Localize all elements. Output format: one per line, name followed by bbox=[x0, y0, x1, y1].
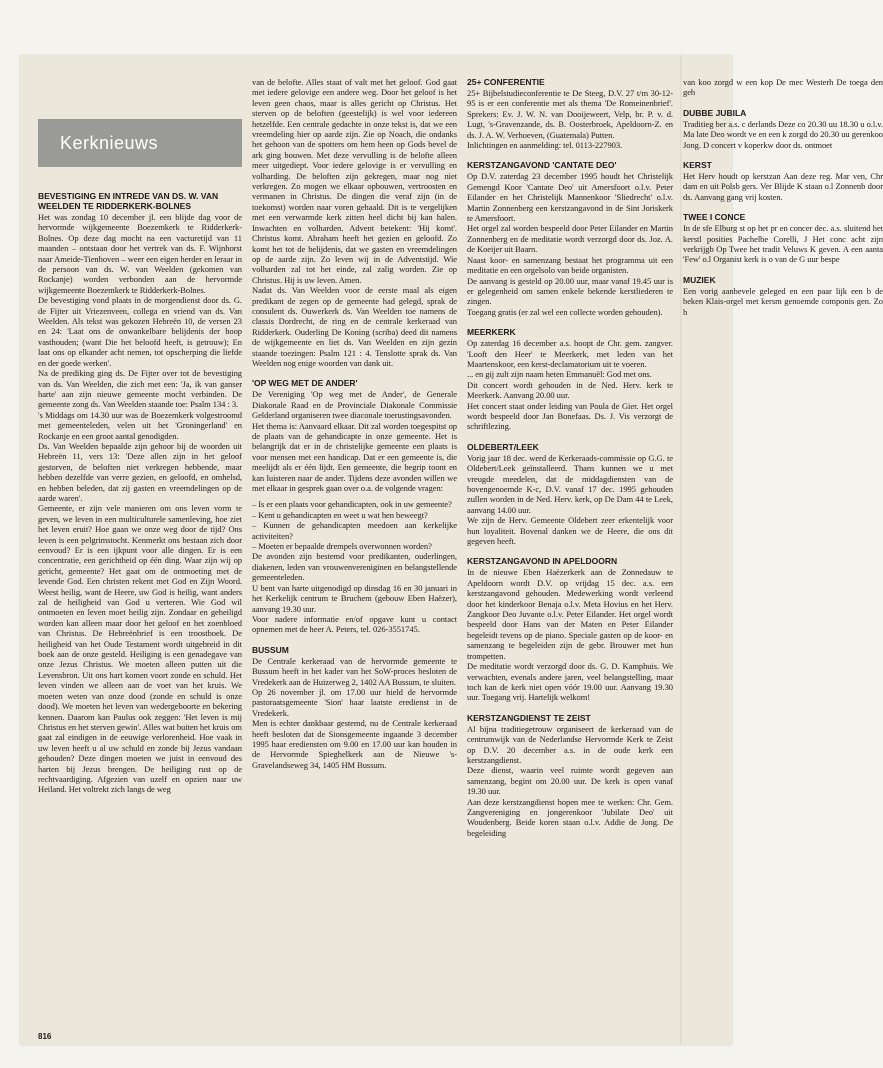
article-heading-op-weg: 'OP WEG MET DE ANDER' bbox=[252, 378, 358, 389]
newspaper-page bbox=[20, 55, 883, 1045]
article-paragraph: De meditatie wordt verzorgd door ds. G. D. Kamphuis. We verwachten, evenals andere jaren, veel belangstelling, maar toch kan de kerk niet open vóór 19.00 uur. Aanvang 19.30 uur. Toegang vrij. Hartelijk welkom! bbox=[467, 661, 673, 703]
article-paragraph: De aanvang is gesteld op 20.00 uur, maar vanaf 19.45 uur is er gelegenheid om samen enkele bekende kerstliederen te zingen. bbox=[467, 275, 673, 307]
article-heading-conferentie: 25+ CONFERENTIE bbox=[467, 77, 545, 87]
article-paragraph: Gemeente, er zijn vele manieren om ons leven vorm te geven, we leven in een multiculturele samenleving, hoe ziet het leven eruit? Hoe gaan we onze weg door de tijd? Ons leven is een pelgrimstocht. Kenmerkt ons bestaan zich door eenvoud? Er is een ijkpunt voor alle dingen. Er is een concentratie, een gerichtheid op één ding. Waar zijn wij op gericht, gemeente? Het gaat om de ontmoeting met de levende God. Een christen rekent met God en Zijn Woord. Weest heilig, want de Heere, uw God is heilig, want anders zal de heiligheid van God u verteren. Wie God wil ontmoeten en leven moet heilig zijn. Zondaar en geheiligd worden kan alleen maar door het geloof en het zoenbloed van Christus. De Hebreënbrief is een troostboek. De heiligheid van het Oude Testament wordt uitgebreid in dit boek aan de onze gesteld. Heiliging is een genadegave van onze Jezus Christus. We moeten alleen putten uit die Levensbron. Uit ons hart komen voort zonde en schuld. Het leven vinden we alleen aan de voet van het kruis. We moeten weten van onze dood (zonde en schuld is onze dood). We moeten het leven van wedergeboorte en bekering kennen. Daarom kan Paulus ook zeggen: 'Het leven is mij Christus en het sterven gewin'. Alles wat buiten het kruis om gaat zal eindigen in de eeuwige verlorenheid. Hoe vaak in uw leven heeft u al uw schuld en zonde bij Jezus vandaan gehouden? Deze dingen moeten we juist in eenvoud des harten bij Jezus brengen. De heiliging rust op de rechtvaardiging. Afgezien van uzelf en opzien naar uw Heiland. Het voltrekt zich langs de weg bbox=[38, 503, 242, 795]
article-paragraph: We zijn de Herv. Gemeente Oldebert zeer erkentelijk voor hun loyaliteit. Bovenal danken we de Heere, die ons dit gegeven heeft. bbox=[467, 515, 673, 547]
list-item: – Moeten er bepaalde drempels overwonnen worden? bbox=[252, 541, 432, 552]
column-2 bbox=[252, 77, 457, 1025]
article-paragraph: Het Herv houdt op kerstzan Aan deze reg. Mar ven, Chr dam en uit Polsb gers. Ver Blijde K staan o.l Zonnenb door ds. Aanvang gang vrij kosten. bbox=[683, 171, 883, 202]
article-heading-zeist: KERSTZANGDIENST TE ZEIST bbox=[467, 712, 591, 723]
article-heading-muziek: MUZIEK bbox=[683, 274, 716, 285]
article-paragraph: van de belofte. Alles staat of valt met het geloof. God gaat met iedere gelovige een andere weg. Door het geloof is het leven geen chaos, maar is alles gericht op Christus. Het sterven op de beloften (geestelijk) is wel voor iedereen hetzelfde. Een centrale gedachte in onze tekst is, dat we een vreemdeling hier op aarde zijn. Zie op Noach, die ondanks het gehoon van de spotters om hem heen op Gods bevel de ark ging bouwen. Met deze vervulling is de belofte alleen meer uitgediept. Voor iedere gelovige is er vervulling en volharding. De beloften zijn gekregen, maar nog niet verkregen. Zo mogen we elkaar opbouwen, vertroosten en vermanen in Christus. De dingen die veraf zijn (in de toekomst) worden naar voren gehaald. Dit is te vergelijken met een verwarmde kerk zitten heel dicht bij kan halen. Inwachten en volharden. Advent betekent: 'Hij komt'. Christus komt. Abraham heeft het gezien en geloofd. Zo komt het tot de belijdenis, dat we gasten en vreemdelingen op de aarde zijn. Zo leven wij in de Adventstijd. Wie volharden zal tot het einde, zal zalig worden. Zie op Christus. Hij is uw leven. Amen. bbox=[252, 77, 457, 285]
article-paragraph: Het was zondag 10 december jl. een blijde dag voor de hervormde wijkgemeente Boezemkerk te Ridderkerk-Bolnes. Op deze dag mocht na een vacturetijd van 11 maanden – ontstaan door het vertrek van ds. F. Wijnhorst naar Ameide-Tienhoven – weer een eigen herder en leraar in de persoon van ds. W. van Weelden (gekomen van Rockanje) worden verbonden aan de hervormde wijkgemeente Boezemkerk te Ridderkerk-Bolnes. bbox=[38, 212, 242, 295]
article-paragraph: De Vereniging 'Op weg met de Ander', de Generale Diakonale Raad en de Provinciale Diakonale Commissie Gelderland organiseren twee diaconale toerustingsavonden. bbox=[252, 389, 457, 421]
article-paragraph: Vorig jaar 18 dec. werd de Kerkeraads-commissie op G.G. te Oldebert/Leek geïnstalleerd. Thans kunnen we u met vreugde meedelen, dat de middagdiensten van de bovengenoemde K-c, D.V. vanaf 17 dec. 1995 gehouden zullen worden in de Ned. Herv. kerk, op De Dam 44 te Leek, aanvang 14.00 uur. bbox=[467, 452, 673, 515]
article-heading-dubbel-jubileum: DUBBE JUBILA bbox=[683, 107, 747, 118]
article-heading-meerkerk: MEERKERK bbox=[467, 327, 516, 338]
page-fold-shadow bbox=[680, 55, 682, 1045]
article-paragraph: Op zaterdag 16 december a.s. hoopt de Chr. gem. zangver. 'Looft den Heer' te Meerkerk, met leden van het Maartenskoor, een kerst-declamatorium uit te voeren. bbox=[467, 338, 673, 369]
article-paragraph: Voor nadere informatie en/of opgave kunt u contact opnemen met de heer A. Peters, tel. 026-3551745. bbox=[252, 613, 457, 635]
article-paragraph: Nadat ds. Van Weelden voor de eerste maal als eigen predikant de zegen op de gemeente had gelegd, sprak de consulent ds. Ouwerkerk ds. Van Weelden toe namens de classis Dordrecht, de ring en de centrale kerkeraad van Ridderkerk. Ouderling De Koning (scriba) deed dit namens de wijkgemeente en liet ds. Van Weelden en zijn gezin staande toezingen: Psalm 121 : 4. Tenslotte sprak ds. Van Weelden nog enige woorden van dank uit. bbox=[252, 285, 457, 368]
article-paragraph: ... en gij zult zijn naam heten Emmanuël: God met ons. bbox=[467, 369, 652, 380]
article-paragraph: Deze dienst, waarin veel ruimte wordt gegeven aan samenzang, begint om 20.00 uur. De kerk is open vanaf 19.30 uur. bbox=[467, 765, 673, 797]
article-paragraph: Op D.V. zaterdag 23 december 1995 houdt het Christelijk Gemengd Koor 'Cantate Deo' uit Amersfoort o.l.v. Peter Eilander en het Christelijk Mannenkoor 'Sliedrecht' o.l.v. Martin Zonnenberg een kerstzangavond in de Sint Joriskerk te Amersfoort. bbox=[467, 171, 673, 224]
article-paragraph: Het orgel zal worden bespeeld door Peter Eilander en Martin Zonnenberg en de meditatie wordt verzorgd door ds. Joz. A. de Koeijer uit Baarn. bbox=[467, 223, 673, 255]
article-paragraph: Traditieg ber a.s. c derlands Deze co 20.30 uu 18.30 u o.l.v. Ma late Deo wordt ve en een k zorgd do 20.30 uu gerenkoo Jong. D concert v koperkw door ds. ontmoet bbox=[683, 118, 883, 150]
article-heading-bevestiging: BEVESTIGING EN INTREDE VAN DS. W. VAN WEELDEN TE RIDDERKERK-BOLNES bbox=[38, 191, 219, 211]
article-paragraph: De avonden zijn bestemd voor predikanten, ouderlingen, diakenen, leden van vrouwenvereniginen en belangstellende gemeenteleden. bbox=[252, 551, 457, 583]
article-paragraph: De bevestiging vond plaats in de morgendienst door ds. G. de Fijter uit Vriezenveen, collega en vriend van ds. Van Weelden. Als tekst was gekozen Hebreën 10, de versen 23 en 24: 'Laat ons de onwankelbare belijdenis der hoop vasthouden; (want Die het beloofd heeft, is getrouw); En laat ons op elkander acht nemen, tot opscherping die liefde en der goede werken'. bbox=[38, 295, 242, 368]
article-heading-twee-concerten: TWEE I CONCE bbox=[683, 212, 746, 223]
article-paragraph: In de nieuwe Eben Haëzerkerk aan de Zonnedauw te Apeldoorn wordt D.V. op vrijdag 15 dec. a.s. een kerstzangavond gehouden. Medewerking wordt verleend door het kinderkoor Benaja o.l.v. Meta Hovius en het Herv. Zangkoor Deo Juvante o.l.v. Peter Eilander. Het orgel wordt bespeeld door Hans van der Maten en Peter Eilander begeleidt tevens op de piano. Speciale gasten op de koor- en samenzang te begeleiden zijn de gebr. Brouwer met hun trompetten. bbox=[467, 567, 673, 661]
page-number: 816 bbox=[38, 1032, 52, 1041]
column-1 bbox=[38, 77, 242, 1025]
article-paragraph: Men is echter dankbaar gestemd, nu de Centrale kerkeraad heeft besloten dat de Sionsgemeente ingaande 3 december 1995 haar erediensten om 9.00 en 17.00 uur kan houden in de Hervormde Spieghelkerk aan de Nieuwe 's-Gravelandseweg 34, 1405 HM Bussum. bbox=[252, 718, 457, 770]
article-paragraph: Naast koor- en samenzang bestaat het programma uit een meditatie en een orgelsolo van beide organisten. bbox=[467, 254, 673, 276]
article-paragraph: Het thema is: Aanvaard elkaar. Dit zal worden toegespitst op de plaats van de gehandicapte in onze gemeente. Het is belangrijk dat er in de christelijke gemeente een plaats is voor mensen met een handicap. Dat er een gemeente is, die meelijdt als er één lijdt. Een gemeente, die begrip toont en kan luisteren naar de ander. Tijdens deze avonden willen we met elkaar in gesprek gaan over o.a. de volgende vragen: bbox=[252, 420, 457, 494]
section-banner: Kerknieuws bbox=[38, 119, 242, 167]
article-paragraph: Aan deze kerstzangdienst hopen mee te werken: Chr. Gem. Zangvereniging en jongerenkoor 'Jubilate Deo' uit Woudenberg. Beide koren staan o.l.v. Addie de Jong. De begeleiding bbox=[467, 796, 673, 838]
article-heading-oldebert-leek: OLDEBERT/LEEK bbox=[467, 441, 539, 452]
article-paragraph: Op 26 november jl. om 17.00 uur hield de hervormde pastoraatsgemeente 'Sion' haar laatste eredienst in de Vredekerk. bbox=[252, 686, 457, 718]
column-4-cropped bbox=[683, 77, 883, 1025]
article-paragraph: van koo zorgd w een kop De mec Westerh De toega den geh bbox=[683, 77, 883, 98]
article-heading-kerst: KERST bbox=[683, 160, 712, 171]
article-paragraph: Na de prediking ging ds. De Fijter over tot de bevestiging van ds. Van Weelden, die zich met een: 'Ja, ik van ganser harte' aan zijn nieuwe gemeente mocht verbinden. De gemeente zong ds. Van Weelden staande toe: Psalm 134 : 3. bbox=[38, 368, 242, 410]
article-paragraph: Het concert staat onder leiding van Poula de Gier. Het orgel wordt bespeeld door Jan Bonefaas. Ds. J. Vis verzorgt de schriftlezing. bbox=[467, 400, 673, 432]
article-paragraph: Dit concert wordt gehouden in de Ned. Herv. kerk te Meerkerk. Aanvang 20.00 uur. bbox=[467, 379, 673, 401]
list-item: – Kunnen de gehandicapten meedoen aan kerkelijke activiteiten? bbox=[252, 520, 457, 541]
article-paragraph: Inlichtingen en aanmelding: tel. 0113-227903. bbox=[467, 140, 623, 151]
list-item: – Is er een plaats voor gehandicapten, ook in uw gemeente? bbox=[252, 499, 452, 510]
article-heading-cantate-deo: KERSTZANGAVOND 'CANTATE DEO' bbox=[467, 160, 617, 171]
article-paragraph: 's Middags om 14.30 uur was de Boezemkerk volgestroomd met gemeenteleden, velen uit het 'Groningerland' en Rockanje en een groot aantal genodigden. bbox=[38, 409, 242, 441]
article-paragraph: Al bijna traditiegetrouw organiseert de kerkeraad van de centrumwijk van de Nederlandse Hervormde Kerk te Zeist op D.V. 20 december a.s. in de oude kerk een kerstzangdienst. bbox=[467, 723, 673, 765]
list-item: – Kent u gehandicapten en weet u wat hen beweegt? bbox=[252, 509, 428, 520]
article-heading-apeldoorn: KERSTZANGAVOND IN APELDOORN bbox=[467, 556, 618, 567]
article-paragraph: Toegang gratis (er zal wel een collecte worden gehouden). bbox=[467, 306, 663, 317]
article-heading-bussum: BUSSUM bbox=[252, 644, 289, 655]
article-paragraph: De Centrale kerkeraad van de hervormde gemeente te Bussum heeft in het kader van het SoW-proces besloten de Vredekerk aan de Huizerweg 2, 1402 AA Bussum, te sluiten. bbox=[252, 655, 457, 687]
column-3 bbox=[467, 77, 673, 1025]
article-paragraph: 25+ Bijbelstudieconferentie te De Steeg, D.V. 27 t/m 30-12-95 is er een conferentie met als thema 'De Romeinenbrief'. Sprekers: Ev. J. W. N. van Dooijeweert, Velp, br. P. v. d. Lugt, 's-Gravenzande, ds. B. Oosterbroek, Apeldoorn-Z. en ds. J. A. W. Verhoeven, (Guatemala) Putten. bbox=[467, 88, 673, 140]
article-paragraph: Ds. Van Weelden bepaalde zijn gehoor bij de woorden uit Hebreën 11, vers 13: 'Deze allen zijn in het geloof gestorven, de beloften niet verkregen hebbende, maar hebben dezelfde van verre gezien, en geloofd, en omhelsd, en hebben beleden, dat zij gasten en vreemdelingen op de aarde waren'. bbox=[38, 440, 242, 503]
article-paragraph: Een vorig aanbevele geleged en een paar lijk een b de beken Klais-orgel met kersm genoemde componis gen. Zo h bbox=[683, 285, 883, 317]
article-paragraph: In de sfe Elburg st op het pr en concer dec. a.s. sluitend het kerstl posities Pachelbe Corelli, J Het conc acht zijn verkrijgb Op Twee het tradit Veluws K geven. A een aanta 'Few' o.l Organist kerk is o van de G uur bespe bbox=[683, 223, 883, 265]
article-paragraph: U bent van harte uitgenodigd op dinsdag 16 en 30 januari in het Kerkelijk centrum te Bruchem (gebouw Eben Haëzer), aanvang 19.30 uur. bbox=[252, 582, 457, 614]
